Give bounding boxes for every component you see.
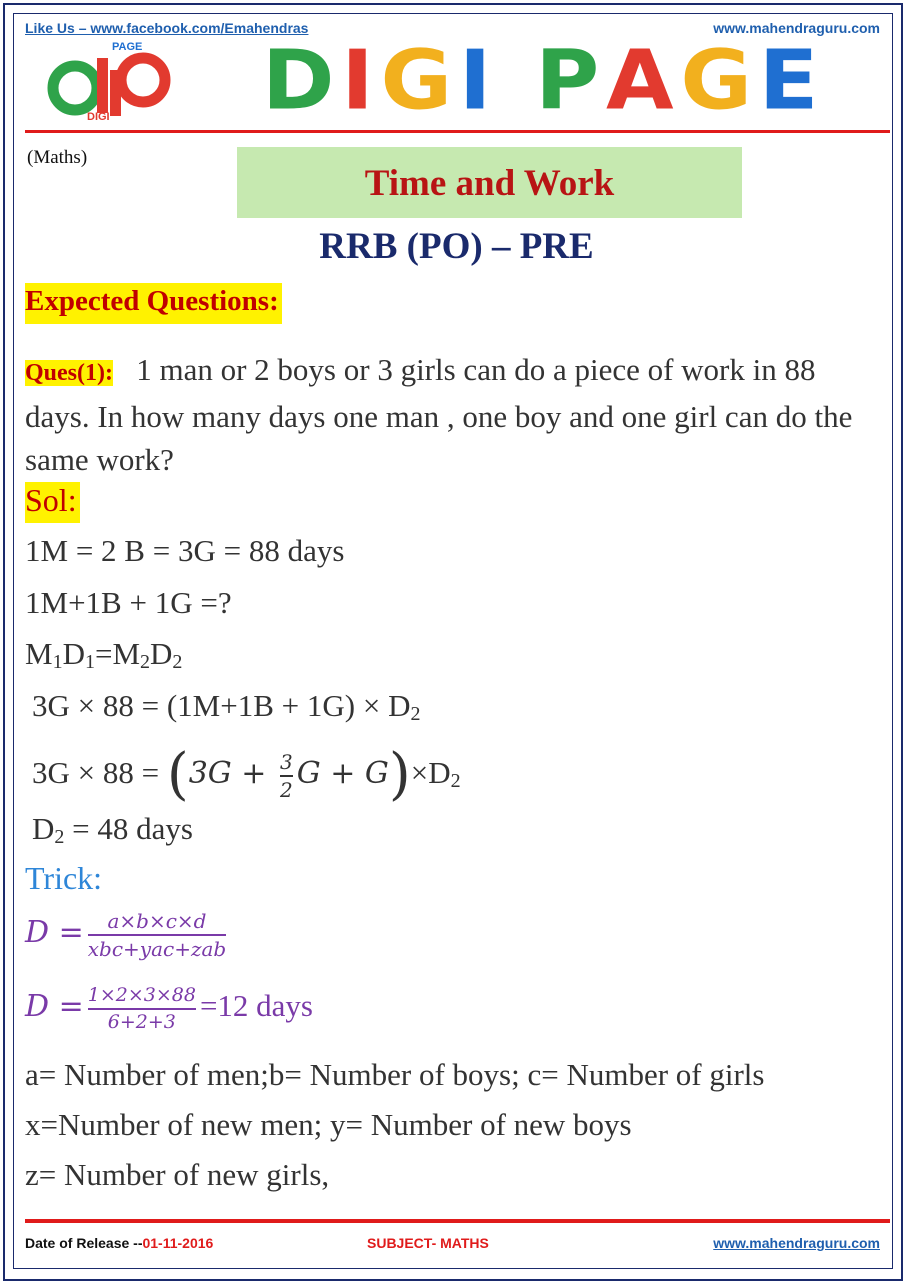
banner-letter: D [262,33,342,129]
trick-label: Trick: [25,860,103,896]
banner-letter: I [341,33,381,129]
definition-line-1: a= Number of men;b= Number of boys; c= Number of girls [25,1057,765,1092]
solution-line-5: 3G × 88 = (3G + $\frac{3}{2}$ $G + G)\times D_2$ [32,742,461,807]
banner-letter: A [606,33,681,129]
solution-line-1: 1M = 2 B = 3G = 88 days [25,533,345,568]
solution-line-3: $M_1D_1=M_2D_2$ [25,636,183,673]
question-1 [25,348,887,481]
digi-page-banner [262,33,913,129]
banner-letter: G [680,33,759,129]
question-text: 1 man or 2 boys or 3 girls can do a piece of work in 88 days. In how many days one man , one boy and one girl can do the same work? [25,352,853,477]
banner-letter: E [758,33,826,129]
facebook-link[interactable]: Like Us – www.facebook.com/Emahendras [25,20,309,36]
site-link-footer[interactable]: www.mahendraguru.com [713,1235,880,1251]
title-box [237,147,742,218]
question-label: Ques(1): [25,360,113,386]
logo-text-digi: DIGI [87,111,110,122]
digi-page-logo-icon [45,40,185,122]
banner-letter: G [380,33,459,129]
banner-letter: I [458,33,499,129]
digi-page-logo [45,40,185,122]
page-title: Time and Work [364,163,615,204]
solution-line-4: $3G \times 88 = (1M+1B + 1G) \times D_2$ [32,688,421,725]
header-rule [25,130,890,133]
definition-line-3: z= Number of new girls, [25,1157,330,1192]
subject-tag: (Maths) [27,147,88,168]
banner-letter [498,38,535,124]
trick-formula-1: D = $\frac{a\times b\times c\times d}{\text{xbc+yac+zab}}$ [25,909,227,961]
expected-questions-heading: Expected Questions: [25,283,282,324]
solution-line-6: $D_2 = 48$ days [32,811,193,848]
site-link-header[interactable]: www.mahendraguru.com [713,20,880,36]
solution-label: Sol: [25,482,80,523]
logo-text-page: PAGE [112,41,143,53]
trick-formula-2: D = $\frac{1\times 2\times 3\times 88}{6+2+3}$ =12 days [25,984,313,1033]
banner-letter: P [535,33,607,129]
page-subtitle: RRB (PO) – PRE [319,226,594,267]
release-date: Date of Release --01-11-2016 [25,1235,214,1251]
solution-line-2: 1M+1B + 1G =? [25,585,232,620]
footer-rule [25,1219,890,1223]
definition-line-2: x=Number of new men; y= Number of new boys [25,1107,632,1142]
footer-subject: SUBJECT- MATHS [367,1235,489,1251]
